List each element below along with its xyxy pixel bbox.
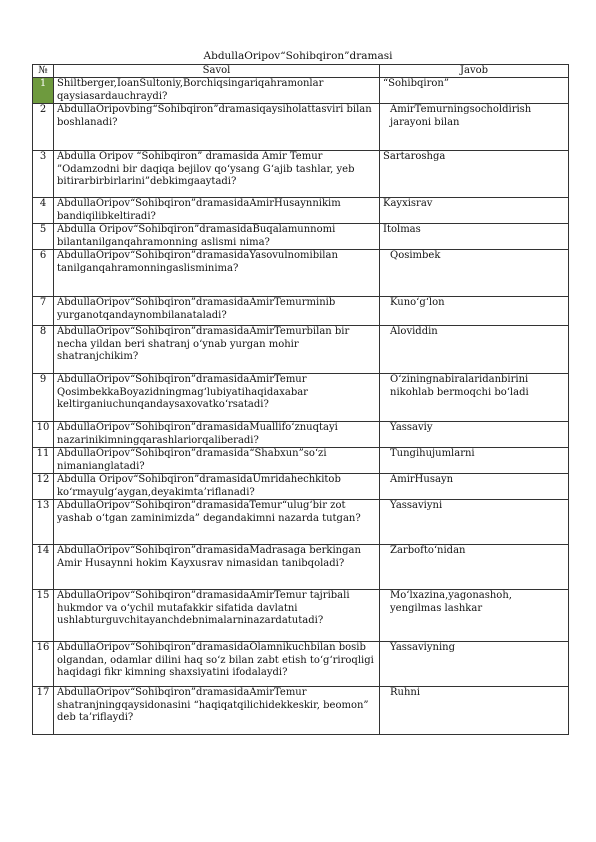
table-row (33, 642, 569, 687)
answer-cell: Kuno‘g‘lon (380, 297, 569, 326)
row-number: 4 (33, 198, 54, 224)
table-row (33, 474, 569, 500)
row-number: 12 (33, 474, 54, 500)
question-cell: AbdullaOripovbing“Sohibqiron”dramasiqaysiholattasviri bilan boshlanadi? (54, 104, 380, 151)
question-cell: Abdulla Oripov“Sohibqiron”dramasidaBuqalamunnomi bilantanilganqahramonning aslismi nima? (54, 224, 380, 250)
table-row (33, 422, 569, 448)
answer-cell: Ruhni (380, 687, 569, 735)
question-cell: Abdulla Oripov“Sohibqiron”dramasidaUmridahechkitob ko‘rmayulg‘aygan,deyakimta’riflanadi? (54, 474, 380, 500)
row-number: 8 (33, 326, 54, 374)
question-cell: AbdullaOripov“Sohibqiron”dramasidaAmirTemur shatranjningqaysidonasini “haqiqatqilichidekkeskir, beomon” deb ta’riflaydi? (54, 687, 380, 735)
answer-cell: Kayxisrav (380, 198, 569, 224)
row-number: 6 (33, 250, 54, 297)
question-cell: AbdullaOripov“Sohibqiron”dramasidaOlamnikuchbilan bosib olgandan, odamlar dilini haq so‘z bilan zabt etish to‘g‘riroqligi haqidagi fikr kimning shaxsiyatini ifodalaydi? (54, 642, 380, 687)
table-row (33, 500, 569, 545)
row-number: 5 (33, 224, 54, 250)
answer-cell: Yassaviyning (380, 642, 569, 687)
answer-cell: Yassaviy (380, 422, 569, 448)
question-cell: Abdulla Oripov “Sohibqiron” dramasida Amir Temur ”Odamzodni bir daqiqa bejilov qo‘ysang G‘ajib tashlar, yeb bitirarbirbirlarini”debkimgaaytadi? (54, 151, 380, 198)
table-row (33, 224, 569, 250)
table-row (33, 198, 569, 224)
answer-cell: Yassaviyni (380, 500, 569, 545)
question-cell: AbdullaOripov“Sohibqiron”dramasida“Shabxun”so‘zi nimanianglatadi? (54, 448, 380, 474)
row-number: 7 (33, 297, 54, 326)
answer-cell: Qosimbek (380, 250, 569, 297)
answer-cell: Sartaroshga (380, 151, 569, 198)
answer-cell: AmirHusayn (380, 474, 569, 500)
question-cell: AbdullaOripov“Sohibqiron”dramasidaAmirTemurbilan bir necha yildan beri shatranj o‘ynab yurgan mohir shatranjchikim? (54, 326, 380, 374)
table-row (33, 326, 569, 374)
row-number: 11 (33, 448, 54, 474)
document-title: AbdullaOripov“Sohibqiron”dramasi (203, 50, 393, 62)
row-number: 14 (33, 545, 54, 590)
answer-cell: Mo‘lxazina,yagonashoh, yengilmas lashkar (380, 590, 569, 642)
table-row (33, 297, 569, 326)
question-cell: AbdullaOripov“Sohibqiron”dramasidaAmirHusaynnikim bandiqilibkeltiradi? (54, 198, 380, 224)
table-row (33, 78, 569, 104)
question-cell: AbdullaOripov“Sohibqiron”dramasidaAmirTemur tajribali hukmdor va o‘ychil mutafakkir sifatida davlatni ushlabturguvchitayanchdebnimalarninazardatutadi? (54, 590, 380, 642)
table-row (33, 374, 569, 422)
answer-cell: Zarbofto‘nidan (380, 545, 569, 590)
row-number: 1 (33, 78, 54, 104)
question-cell: AbdullaOripov“Sohibqiron”dramasidaAmirTemurminib yurganotqandaynombilanataladi? (54, 297, 380, 326)
answer-cell: O‘ziningnabiralaridanbirini nikohlab bermoqchi bo‘ladi (380, 374, 569, 422)
qa-table (32, 64, 569, 735)
answer-cell: Tungihujumlarni (380, 448, 569, 474)
answer-cell: AmirTemurningsocholdirish jarayoni bilan (380, 104, 569, 151)
question-cell: AbdullaOripov“Sohibqiron”dramasidaYasovulnomibilan tanilganqahramonningaslisminima? (54, 250, 380, 297)
table-header-row (33, 65, 569, 78)
row-number: 10 (33, 422, 54, 448)
question-cell: Shiltberger,IoanSultoniy,Borchiqsingariqahramonlar qaysiasardauchraydi? (54, 78, 380, 104)
question-cell: AbdullaOripov“Sohibqiron”dramasidaMadrasaga berkingan Amir Husaynni hokim Kayxusrav nimasidan tanibqoladi? (54, 545, 380, 590)
table-row (33, 590, 569, 642)
table-row (33, 687, 569, 735)
table-row (33, 448, 569, 474)
header-answer: Javob (380, 65, 569, 78)
question-cell: AbdullaOripov“Sohibqiron”dramasidaMuallifo‘znuqtayi nazarinikimningqarashlariorqaliberadi? (54, 422, 380, 448)
row-number: 2 (33, 104, 54, 151)
answer-cell: Itolmas (380, 224, 569, 250)
header-question: Savol (54, 65, 380, 78)
answer-cell: “Sohibqiron” (380, 78, 569, 104)
table-row (33, 250, 569, 297)
header-number: № (33, 65, 54, 78)
table-row (33, 545, 569, 590)
row-number: 16 (33, 642, 54, 687)
answer-cell: Aloviddin (380, 326, 569, 374)
row-number: 13 (33, 500, 54, 545)
table-row (33, 104, 569, 151)
row-number: 3 (33, 151, 54, 198)
row-number: 9 (33, 374, 54, 422)
row-number: 15 (33, 590, 54, 642)
question-cell: AbdullaOripov“Sohibqiron”dramasidaAmirTemur QosimbekkaBoyazidningmag‘lubiyatihaqidaxabar keltirganiuchunqandaysaxovatko‘rsatadi? (54, 374, 380, 422)
table-row (33, 151, 569, 198)
question-cell: AbdullaOripov“Sohibqiron”dramasidaTemur“ulug‘bir zot yashab o‘tgan zaminimizda” degandakimni nazarda tutgan? (54, 500, 380, 545)
row-number: 17 (33, 687, 54, 735)
